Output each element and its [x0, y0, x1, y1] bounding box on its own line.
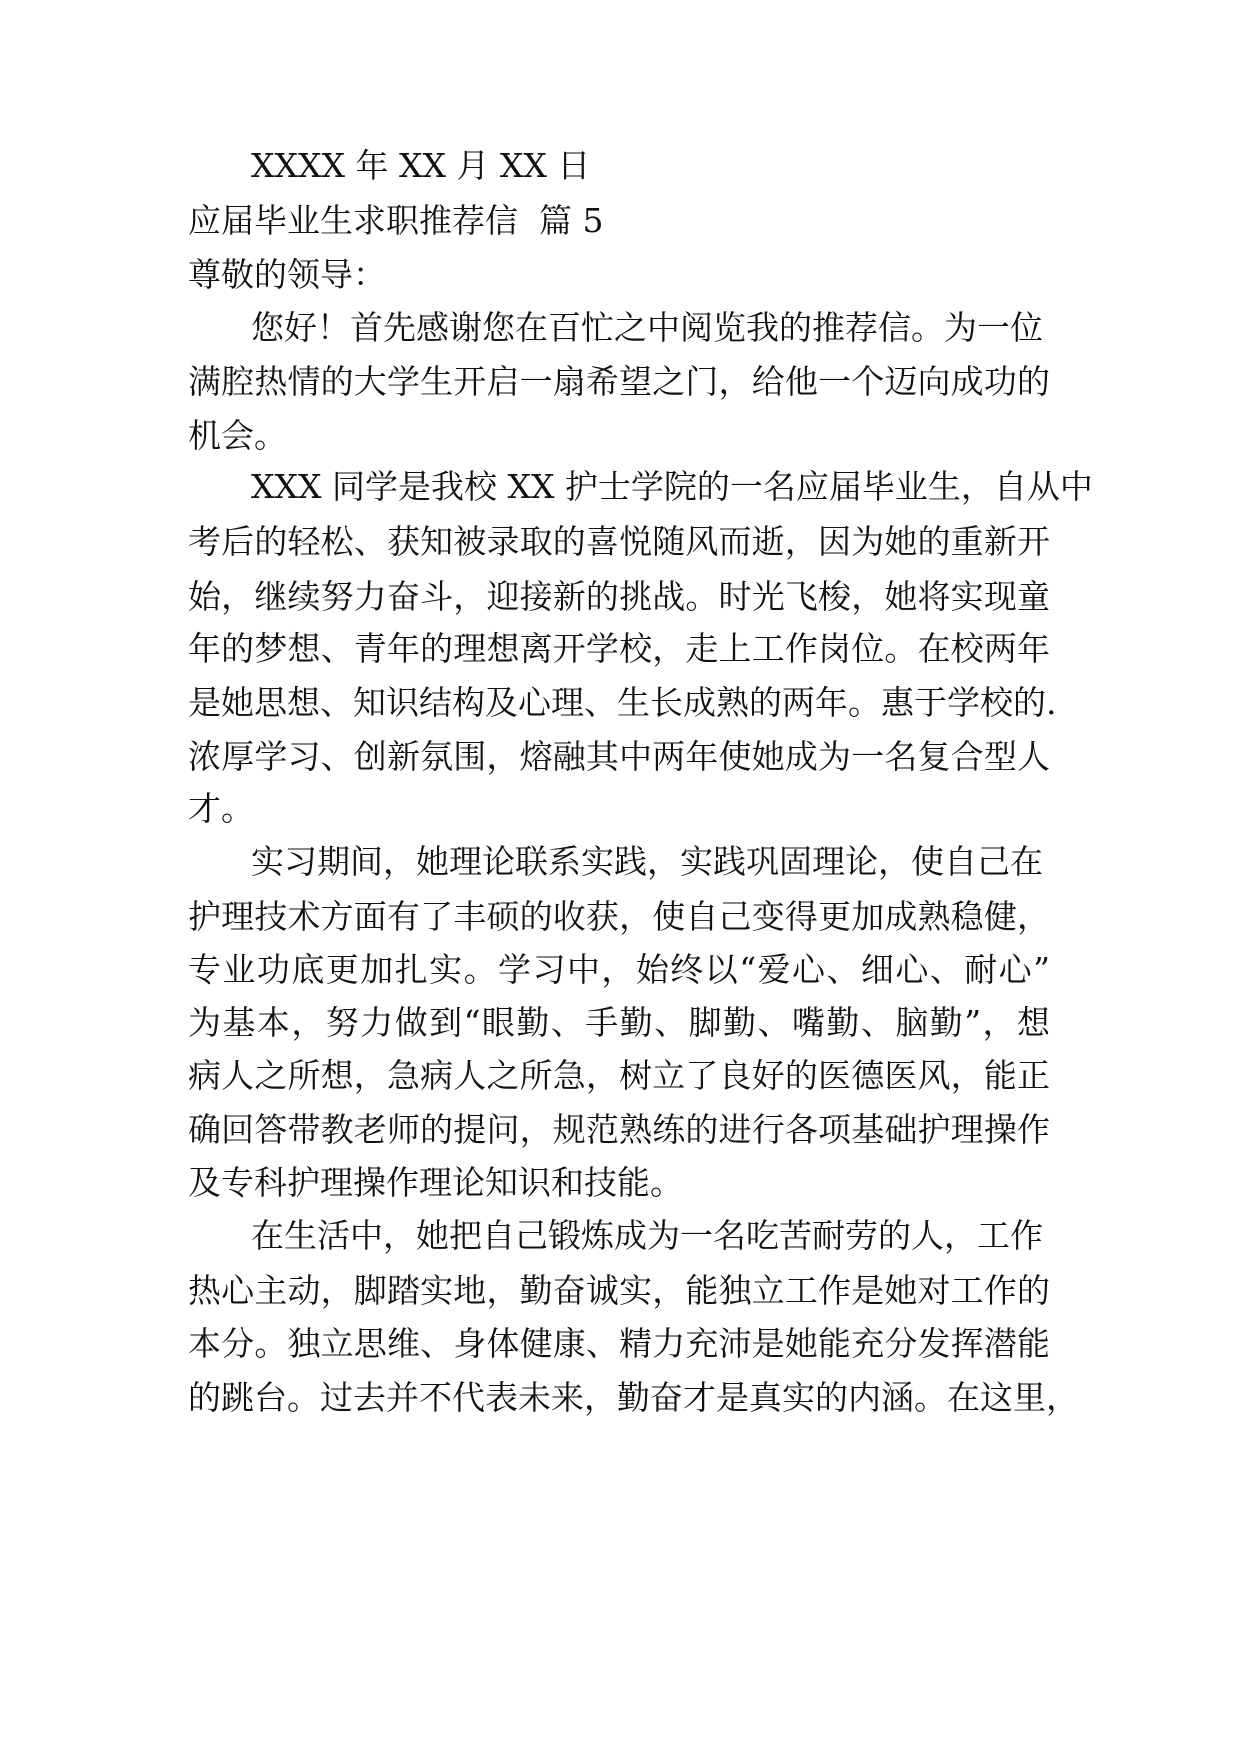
- letter-date: XXXX 年 XX 月 XX 日: [251, 146, 591, 185]
- paragraph-line: 机会。: [188, 416, 287, 455]
- paragraph-line: 确回答带教老师的提问，规范熟练的进行各项基础护理操作: [188, 1110, 1050, 1149]
- paragraph-line: 病人之所想，急病人之所急，树立了良好的医德医风，能正: [188, 1056, 1050, 1095]
- paragraph-line: 始，继续努力奋斗，迎接新的挑战。时光飞梭，她将实现童: [188, 577, 1050, 616]
- paragraph-line: 及专科护理操作理论知识和技能。: [188, 1163, 683, 1202]
- paragraph-line: 在生活中，她把自己锻炼成为一名吃苦耐劳的人，工作: [251, 1216, 1043, 1255]
- paragraph-line: 您好！首先感谢您在百忙之中阅览我的推荐信。为一位: [251, 308, 1043, 347]
- paragraph-line: XXX 同学是我校 XX 护士学院的一名应届毕业生，自从中: [251, 467, 1093, 506]
- paragraph-line: 为基本，努力做到“眼勤、手勤、脚勤、嘴勤、脑勤”，想: [188, 1003, 1050, 1042]
- paragraph-line: 专业功底更加扎实。学习中，始终以“爱心、细心、耐心”: [188, 950, 1050, 989]
- paragraph-line: 的跳台。过去并不代表未来，勤奋才是真实的内涵。在这里，: [188, 1378, 1079, 1417]
- paragraph-line: 热心主动，脚踏实地，勤奋诚实，能独立工作是她对工作的: [188, 1271, 1050, 1310]
- paragraph-line: 才。: [188, 789, 254, 828]
- paragraph-line: 实习期间，她理论联系实践，实践巩固理论，使自己在: [251, 842, 1043, 881]
- paragraph-line: 满腔热情的大学生开启一扇希望之门，给他一个迈向成功的: [188, 362, 1050, 401]
- paragraph-line: 护理技术方面有了丰硕的收获，使自己变得更加成熟稳健，: [188, 897, 1050, 936]
- section-title: 应届毕业生求职推荐信 篇 5: [188, 201, 604, 240]
- paragraph-line: 本分。独立思维、身体健康、精力充沛是她能充分发挥潜能: [188, 1324, 1050, 1363]
- paragraph-line: 浓厚学习、创新氛围，熔融其中两年使她成为一名复合型人: [188, 737, 1050, 776]
- paragraph-line: 考后的轻松、获知被录取的喜悦随风而逝，因为她的重新开: [188, 522, 1050, 561]
- salutation: 尊敬的领导：: [188, 255, 386, 294]
- paragraph-line: 是她思想、知识结构及心理、生长成熟的两年。惠于学校的.: [188, 683, 1057, 722]
- paragraph-line: 年的梦想、青年的理想离开学校，走上工作岗位。在校两年: [188, 629, 1050, 668]
